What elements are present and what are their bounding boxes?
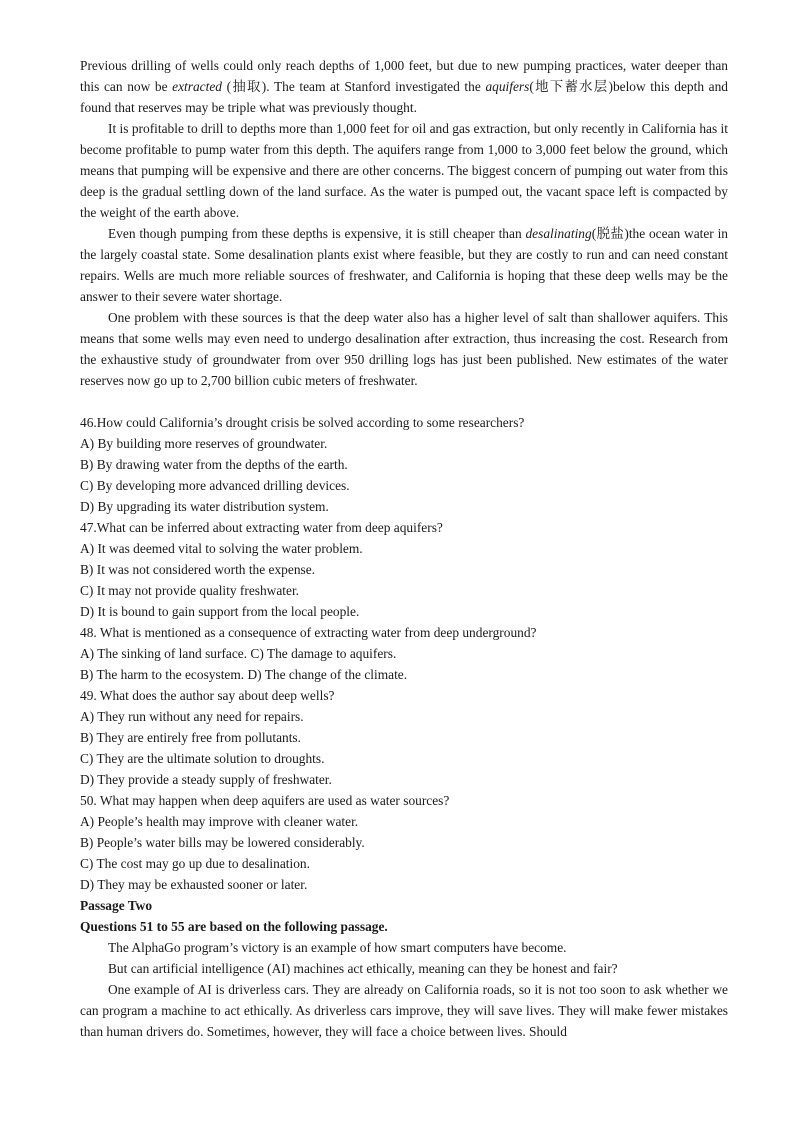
passage-two-instruction: Questions 51 to 55 are based on the following passage. bbox=[80, 919, 388, 934]
question-50 bbox=[80, 790, 728, 895]
passage-two-paragraph-1: The AlphaGo program’s victory is an example of how smart computers have become. bbox=[108, 940, 567, 955]
document-page bbox=[80, 55, 728, 1042]
passage-two-heading: Passage Two bbox=[80, 898, 153, 913]
gloss-extracted: (抽取) bbox=[222, 79, 267, 94]
question-47 bbox=[80, 517, 728, 622]
passage-one-paragraph-2: It is profitable to drill to depths more than 1,000 feet for oil and gas extraction, but only recently in California has it become profitable to pump water from this depth. The aquifers range from 1,000 to 3,000 feet below the ground, which means that pumping will be expensive and there are other concerns. The biggest concern of pumping out water from this deep is the gradual settling down of the land surface. As the water is pumped out, the vacant space left is compacted by the weight of the earth above. bbox=[80, 121, 728, 220]
answer-option[interactable]: B) It was not considered worth the expense. bbox=[80, 562, 316, 577]
answer-option[interactable]: D) They provide a steady supply of freshwater. bbox=[80, 772, 332, 787]
answer-option[interactable]: A) People’s health may improve with cleaner water. bbox=[80, 814, 359, 829]
text-run: . The team at Stanford investigated the bbox=[266, 79, 486, 94]
gloss-aquifers: (地下蓄水层) bbox=[529, 79, 613, 94]
term-extracted: extracted bbox=[172, 79, 222, 94]
passage-one-paragraph-4: One problem with these sources is that the deep water also has a higher level of salt than shallower aquifers. This means that some wells may even need to undergo desalination after extraction, thus increasing the cost. Research from the exhaustive study of groundwater from over 950 drilling logs has just been published. New estimates of the water reserves now go up to 2,700 billion cubic meters of freshwater. bbox=[80, 310, 728, 388]
section-gap bbox=[80, 391, 728, 412]
question-stem: 47.What can be inferred about extracting water from deep aquifers? bbox=[80, 520, 443, 535]
answer-option[interactable]: B) They are entirely free from pollutants. bbox=[80, 730, 301, 745]
term-desalinating: desalinating bbox=[525, 226, 592, 241]
passage-one-paragraph-1 bbox=[80, 55, 728, 118]
passage-one-paragraph-3 bbox=[80, 223, 728, 307]
question-46 bbox=[80, 412, 728, 517]
text-run: Previous drilling of wells could only reach depths of 1,000 feet, but due to new pumping practices, water deeper than this can now be bbox=[80, 58, 728, 94]
answer-option[interactable]: C) It may not provide quality freshwater. bbox=[80, 583, 300, 598]
answer-option[interactable]: C) They are the ultimate solution to droughts. bbox=[80, 751, 325, 766]
answer-option[interactable]: A) By building more reserves of groundwater. bbox=[80, 436, 328, 451]
question-stem: 50. What may happen when deep aquifers are used as water sources? bbox=[80, 793, 450, 808]
question-stem: 46.How could California’s drought crisis be solved according to some researchers? bbox=[80, 415, 525, 430]
answer-option[interactable]: D) By upgrading its water distribution system. bbox=[80, 499, 329, 514]
term-aquifers: aquifers bbox=[485, 79, 530, 94]
question-stem: 48. What is mentioned as a consequence of extracting water from deep underground? bbox=[80, 625, 537, 640]
gloss-desalinating: (脱盐) bbox=[591, 226, 629, 241]
answer-option[interactable]: C) By developing more advanced drilling devices. bbox=[80, 478, 350, 493]
passage-two-paragraph-2: But can artificial intelligence (AI) machines act ethically, meaning can they be honest and fair? bbox=[108, 961, 618, 976]
answer-option[interactable]: A) They run without any need for repairs. bbox=[80, 709, 304, 724]
answer-option[interactable]: D) They may be exhausted sooner or later. bbox=[80, 877, 308, 892]
answer-option[interactable]: C) The cost may go up due to desalination. bbox=[80, 856, 310, 871]
answer-option[interactable]: A) It was deemed vital to solving the water problem. bbox=[80, 541, 363, 556]
question-48 bbox=[80, 622, 728, 685]
text-run: below this depth and found that reserves may be triple what was previously thought. bbox=[80, 79, 728, 115]
question-stem: 49. What does the author say about deep wells? bbox=[80, 688, 335, 703]
text-run: Even though pumping from these depths is expensive, it is still cheaper than bbox=[108, 226, 526, 241]
answer-option[interactable]: B) The harm to the ecosystem. D) The change of the climate. bbox=[80, 667, 408, 682]
answer-option[interactable]: D) It is bound to gain support from the local people. bbox=[80, 604, 360, 619]
answer-option[interactable]: B) By drawing water from the depths of the earth. bbox=[80, 457, 348, 472]
text-run: the ocean water in the largely coastal state. Some desalination plants exist where feasible, but they are costly to run and can need constant repairs. Wells are much more reliable sources of freshwater, and California is hoping that these deep wells may be the answer to their severe water shortage. bbox=[80, 226, 729, 304]
answer-option[interactable]: B) People’s water bills may be lowered considerably. bbox=[80, 835, 365, 850]
question-49 bbox=[80, 685, 728, 790]
passage-two-paragraph-3: One example of AI is driverless cars. They are already on California roads, so it is not too soon to ask whether we can program a machine to act ethically. As driverless cars improve, they will save lives. They will make fewer mistakes than human drivers do. Sometimes, however, they will face a choice between lives. Should bbox=[80, 982, 728, 1039]
answer-option[interactable]: A) The sinking of land surface. C) The damage to aquifers. bbox=[80, 646, 397, 661]
